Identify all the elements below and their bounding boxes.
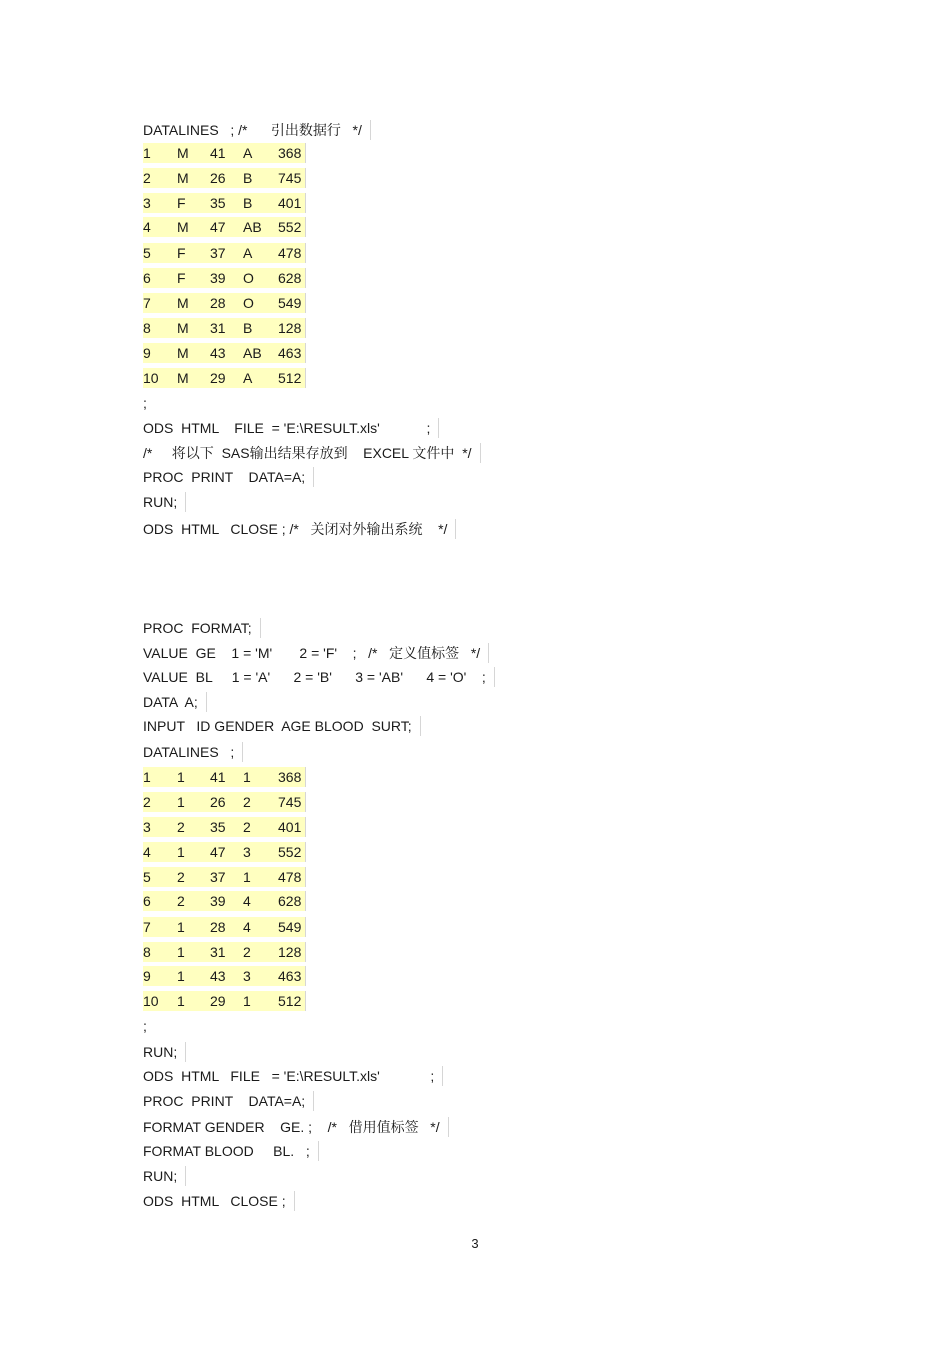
cell-id: 1 [143,145,151,161]
cell-id: 5 [143,869,151,885]
cell-id: 5 [143,245,151,261]
cell-blood: A [243,145,253,161]
cell-surt: 552 [278,219,302,235]
table-row [143,867,306,887]
table-row [143,193,306,213]
cell-blood: B [243,170,253,186]
cell-gender: 1 [177,993,185,1009]
code-line: ODS HTML CLOSE ; [143,1191,295,1211]
cell-blood: A [243,370,253,386]
code-line: FORMAT BLOOD BL. ; [143,1141,319,1161]
cell-surt: 628 [278,893,302,909]
cell-id: 3 [143,819,151,835]
cell-gender: M [177,370,189,386]
cell-age: 39 [210,893,226,909]
cell-surt: 549 [278,919,302,935]
cell-surt: 368 [278,769,302,785]
cell-age: 47 [210,844,226,860]
cell-age: 28 [210,295,226,311]
cell-surt: 552 [278,844,302,860]
cell-blood: B [243,195,253,211]
table-row [143,817,306,837]
cell-gender: 2 [177,869,185,885]
table-row [143,243,306,263]
code-line: PROC FORMAT; [143,618,261,638]
cell-gender: M [177,145,189,161]
cell-gender: 1 [177,769,185,785]
cell-surt: 478 [278,869,302,885]
cell-id: 2 [143,170,151,186]
cell-blood: 2 [243,944,251,960]
cell-gender: F [177,245,186,261]
code-line: VALUE GE 1 = 'M' 2 = 'F' ; /* 定义值标签 */ [143,643,489,663]
cell-blood: O [243,295,254,311]
cell-surt: 401 [278,195,302,211]
cell-gender: 1 [177,919,185,935]
cell-age: 37 [210,245,226,261]
cell-blood: B [243,320,253,336]
cell-blood: 1 [243,993,251,1009]
cell-blood: 2 [243,794,251,810]
cell-surt: 512 [278,993,302,1009]
code-line: VALUE BL 1 = 'A' 2 = 'B' 3 = 'AB' 4 = 'O' ; [143,667,495,687]
cell-id: 8 [143,944,151,960]
cell-gender: M [177,170,189,186]
cell-blood: 4 [243,919,251,935]
code-line: DATA A; [143,692,207,712]
cell-id: 4 [143,844,151,860]
cell-age: 43 [210,345,226,361]
cell-blood: 1 [243,869,251,885]
cell-age: 28 [210,919,226,935]
table-row [143,991,306,1011]
cell-id: 6 [143,270,151,286]
cell-age: 26 [210,170,226,186]
table-row [143,966,306,986]
cell-surt: 745 [278,794,302,810]
cell-id: 10 [143,993,159,1009]
semicolon-line: ; [143,395,147,411]
table-row [143,343,306,363]
cell-surt: 512 [278,370,302,386]
cell-surt: 549 [278,295,302,311]
cell-age: 37 [210,869,226,885]
cell-age: 39 [210,270,226,286]
table-row [143,217,306,237]
table-row [143,942,306,962]
code-line: FORMAT GENDER GE. ; /* 借用值标签 */ [143,1117,449,1137]
table-row [143,842,306,862]
cell-surt: 463 [278,968,302,984]
code-line: PROC PRINT DATA=A; [143,1091,314,1111]
cell-age: 43 [210,968,226,984]
cell-gender: 1 [177,844,185,860]
cell-surt: 478 [278,245,302,261]
cell-blood: A [243,245,253,261]
cell-gender: 2 [177,819,185,835]
cell-id: 7 [143,919,151,935]
table-row [143,917,306,937]
cell-gender: M [177,295,189,311]
cell-blood: 2 [243,819,251,835]
cell-gender: F [177,195,186,211]
code-line: INPUT ID GENDER AGE BLOOD SURT; [143,716,421,736]
code-line: ODS HTML FILE = 'E:\RESULT.xls' ; [143,1066,443,1086]
cell-gender: M [177,320,189,336]
table-row [143,143,306,163]
cell-blood: 3 [243,968,251,984]
cell-blood: 4 [243,893,251,909]
cell-blood: 1 [243,769,251,785]
cell-id: 8 [143,320,151,336]
cell-id: 7 [143,295,151,311]
cell-surt: 463 [278,345,302,361]
table-row [143,168,306,188]
code-comment: /* 将以下 SAS输出结果存放到 EXCEL 文件中 */ [143,443,481,463]
cell-id: 9 [143,345,151,361]
cell-id: 9 [143,968,151,984]
cell-age: 26 [210,794,226,810]
cell-gender: M [177,219,189,235]
cell-age: 29 [210,370,226,386]
cell-age: 29 [210,993,226,1009]
cell-surt: 368 [278,145,302,161]
cell-id: 2 [143,794,151,810]
table-row [143,891,306,911]
code-line: ODS HTML FILE = 'E:\RESULT.xls' ; [143,418,439,438]
cell-age: 41 [210,145,226,161]
cell-blood: 3 [243,844,251,860]
page-number: 3 [471,1236,479,1251]
table-row [143,767,306,787]
cell-gender: 1 [177,794,185,810]
table-row [143,268,306,288]
cell-id: 6 [143,893,151,909]
cell-age: 31 [210,944,226,960]
table-row [143,792,306,812]
cell-surt: 628 [278,270,302,286]
cell-age: 35 [210,195,226,211]
cell-id: 1 [143,769,151,785]
cell-blood: O [243,270,254,286]
cell-surt: 401 [278,819,302,835]
cell-surt: 745 [278,170,302,186]
code-line-datalines: DATALINES ; /* 引出数据行 */ [143,120,371,140]
cell-gender: 1 [177,968,185,984]
code-line-datalines: DATALINES ; [143,742,243,762]
cell-surt: 128 [278,320,302,336]
cell-gender: 2 [177,893,185,909]
cell-gender: 1 [177,944,185,960]
cell-age: 31 [210,320,226,336]
cell-age: 35 [210,819,226,835]
cell-surt: 128 [278,944,302,960]
table-row [143,318,306,338]
semicolon-line: ; [143,1018,147,1034]
code-line: RUN; [143,1042,186,1062]
cell-gender: M [177,345,189,361]
cell-id: 10 [143,370,159,386]
cell-blood: AB [243,219,262,235]
table-row [143,293,306,313]
table-row [143,368,306,388]
cell-gender: F [177,270,186,286]
cell-age: 47 [210,219,226,235]
cell-id: 4 [143,219,151,235]
code-line: RUN; [143,1166,186,1186]
cell-blood: AB [243,345,262,361]
code-line: ODS HTML CLOSE ; /* 关闭对外输出系统 */ [143,519,456,539]
cell-id: 3 [143,195,151,211]
cell-age: 41 [210,769,226,785]
code-line: RUN; [143,492,186,512]
code-line: PROC PRINT DATA=A; [143,467,314,487]
